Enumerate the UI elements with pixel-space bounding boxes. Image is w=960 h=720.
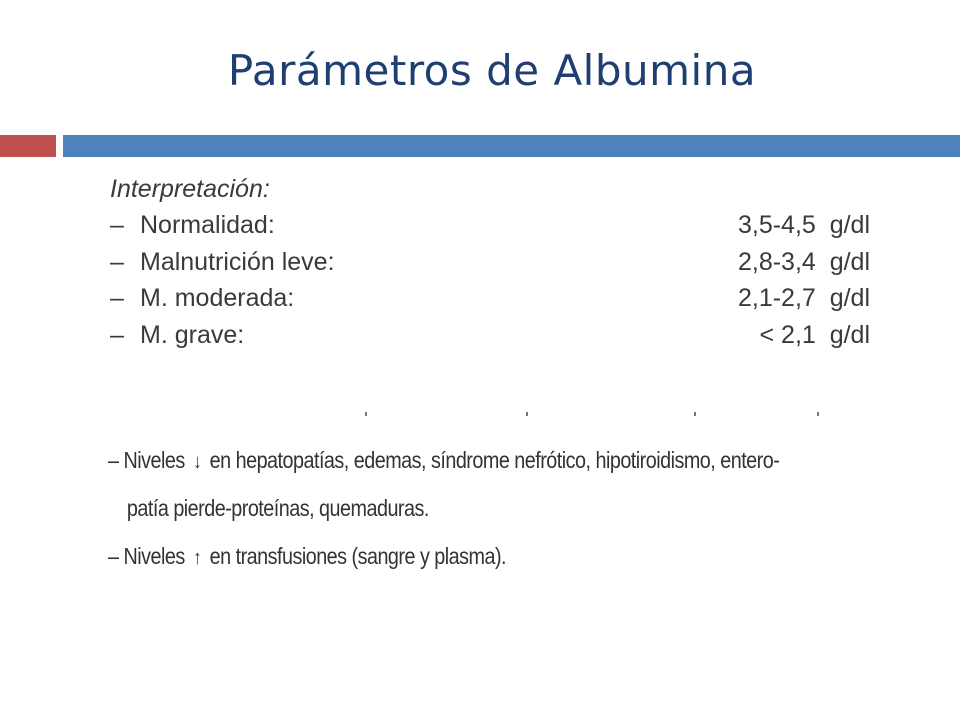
slide-title: Parámetros de Albumina bbox=[227, 46, 757, 95]
scan-tick bbox=[526, 412, 528, 416]
accent-bar-red bbox=[0, 135, 56, 157]
row-value: 2,8-3,4 g/dl bbox=[737, 247, 870, 276]
note-text: en hepatopatías, edemas, síndrome nefrótico, hipotiroidismo, entero- bbox=[209, 447, 780, 473]
scan-tick bbox=[694, 412, 696, 416]
row-value: 3,5-4,5 g/dl bbox=[737, 211, 870, 239]
row-value: 2,1-2,7 g/dl bbox=[737, 284, 870, 312]
row-dash: – bbox=[110, 211, 124, 239]
interpretation-row-severe bbox=[110, 317, 870, 354]
arrow-up-icon: ↑ bbox=[193, 547, 202, 569]
arrow-down-icon: ↓ bbox=[193, 451, 202, 473]
note-line-decreased bbox=[108, 436, 780, 484]
row-dash: – bbox=[110, 284, 124, 312]
row-value: < 2,1 g/dl bbox=[759, 320, 870, 349]
accent-bar-blue bbox=[63, 135, 960, 157]
interpretation-row-normal bbox=[110, 207, 870, 244]
row-dash: – bbox=[110, 320, 124, 349]
interpretation-heading: Interpretación: bbox=[110, 175, 270, 203]
note-text: en transfusiones (sangre y plasma). bbox=[209, 543, 507, 569]
interpretation-block bbox=[110, 171, 870, 353]
notes-block bbox=[108, 436, 868, 580]
row-label: Malnutrición leve: bbox=[140, 247, 335, 276]
interpretation-row-mild bbox=[110, 244, 870, 281]
note-line-increased bbox=[108, 532, 762, 580]
row-dash: – bbox=[110, 247, 124, 276]
row-label: M. grave: bbox=[140, 320, 245, 349]
note-prefix: – Niveles bbox=[108, 447, 185, 473]
note-prefix: – Niveles bbox=[108, 543, 185, 569]
scan-tick bbox=[365, 412, 367, 416]
scan-tick bbox=[817, 412, 819, 416]
scan-tick-marks bbox=[110, 412, 870, 418]
row-label: M. moderada: bbox=[140, 284, 295, 312]
row-label: Normalidad: bbox=[140, 211, 275, 239]
note-line-decreased-continued bbox=[108, 484, 762, 532]
note-text: patía pierde-proteínas, quemaduras. bbox=[126, 495, 429, 521]
interpretation-row-moderate bbox=[110, 280, 870, 317]
